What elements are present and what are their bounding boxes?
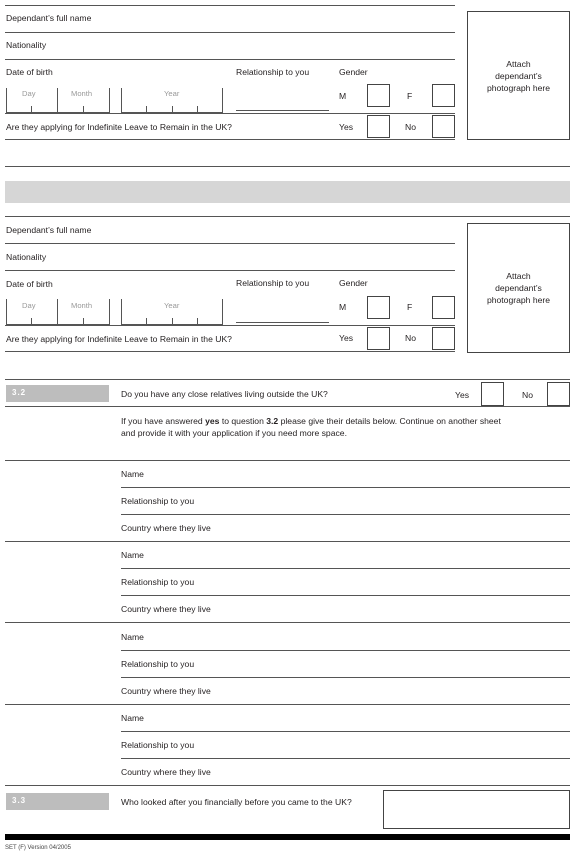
relative-name-line[interactable] <box>121 568 570 569</box>
day-placeholder: Day <box>22 89 36 98</box>
question-text: Who looked after you financially before you came to the UK? <box>121 797 352 807</box>
ilr-no-label: No <box>405 333 416 343</box>
month-placeholder: Month <box>71 89 93 98</box>
ilr-no-label: No <box>405 122 416 132</box>
relative-relationship-label: Relationship to you <box>121 740 195 750</box>
question-number: 3.3 <box>6 793 109 810</box>
relative-country-label: Country where they live <box>121 686 211 696</box>
relative-country-label: Country where they live <box>121 767 211 777</box>
gender-label: Gender <box>339 278 368 288</box>
date-of-birth-label: Date of birth <box>6 67 53 77</box>
relative-name-label: Name <box>121 550 144 560</box>
gender-female-label: F <box>407 302 413 312</box>
relative-relationship-label: Relationship to you <box>121 659 195 669</box>
day-placeholder: Day <box>22 301 36 310</box>
divider <box>5 113 455 114</box>
relative-relationship-label: Relationship to you <box>121 496 195 506</box>
year-placeholder: Year <box>164 89 180 98</box>
month-placeholder: Month <box>71 301 93 310</box>
divider <box>5 5 455 6</box>
gender-male-checkbox[interactable] <box>367 84 390 107</box>
yes-label: Yes <box>455 390 470 400</box>
answer-box[interactable] <box>383 790 570 829</box>
ilr-yes-checkbox[interactable] <box>367 327 390 350</box>
photo-placeholder[interactable] <box>467 11 570 140</box>
ilr-yes-label: Yes <box>339 122 354 132</box>
relative-country-label: Country where they live <box>121 523 211 533</box>
gender-male-checkbox[interactable] <box>367 296 390 319</box>
no-checkbox[interactable] <box>547 382 570 406</box>
question-number: 3.2 <box>6 385 109 402</box>
relative-name-line[interactable] <box>121 731 570 732</box>
divider <box>5 325 455 326</box>
relative-country-label: Country where they live <box>121 604 211 614</box>
footer-bar <box>5 834 570 840</box>
divider <box>5 406 570 407</box>
no-label: No <box>522 390 533 400</box>
photo-instruction: Attach dependant’s photograph here <box>486 271 551 305</box>
gender-male-label: M <box>339 91 347 101</box>
relative-relationship-line[interactable] <box>121 595 570 596</box>
form-version: SET (F) Version 04/2005 <box>5 845 71 851</box>
relative-country-line[interactable] <box>5 622 570 623</box>
relative-name-label: Name <box>121 469 144 479</box>
divider <box>5 460 570 461</box>
ilr-no-checkbox[interactable] <box>432 327 455 350</box>
relative-name-label: Name <box>121 713 144 723</box>
nationality-line[interactable] <box>5 270 455 271</box>
relationship-label: Relationship to you <box>236 278 310 288</box>
relative-country-line[interactable] <box>5 541 570 542</box>
nationality-line[interactable] <box>5 59 455 60</box>
dependant-full-name-label: Dependant’s full name <box>6 13 92 23</box>
ilr-question: Are they applying for Indefinite Leave to Remain in the UK? <box>6 334 232 344</box>
nationality-label: Nationality <box>6 252 47 262</box>
gender-female-label: F <box>407 91 413 101</box>
ilr-question: Are they applying for Indefinite Leave to Remain in the UK? <box>6 122 232 132</box>
relationship-line[interactable] <box>236 322 329 323</box>
relative-name-line[interactable] <box>121 650 570 651</box>
divider <box>5 166 570 167</box>
date-of-birth-label: Date of birth <box>6 279 53 289</box>
relative-name-label: Name <box>121 632 144 642</box>
nationality-label: Nationality <box>6 40 47 50</box>
section-separator-band <box>5 181 570 203</box>
relative-country-line[interactable] <box>5 785 570 786</box>
ilr-no-checkbox[interactable] <box>432 115 455 138</box>
relative-relationship-line[interactable] <box>121 758 570 759</box>
relative-relationship-line[interactable] <box>121 514 570 515</box>
photo-placeholder[interactable] <box>467 223 570 353</box>
full-name-line[interactable] <box>5 32 455 33</box>
relative-relationship-label: Relationship to you <box>121 577 195 587</box>
relative-name-line[interactable] <box>121 487 570 488</box>
relative-country-line[interactable] <box>5 704 570 705</box>
relationship-label: Relationship to you <box>236 67 310 77</box>
yes-checkbox[interactable] <box>481 382 504 406</box>
gender-male-label: M <box>339 302 347 312</box>
divider <box>5 351 455 352</box>
instruction-text: If you have answered yes to question 3.2 please give their details below. Continue on another sheet and provide it with your application if you need more space. <box>121 416 501 438</box>
gender-female-checkbox[interactable] <box>432 296 455 319</box>
ilr-yes-label: Yes <box>339 333 354 343</box>
question-text: Do you have any close relatives living outside the UK? <box>121 389 328 399</box>
dependant-full-name-label: Dependant’s full name <box>6 225 92 235</box>
gender-female-checkbox[interactable] <box>432 84 455 107</box>
full-name-line[interactable] <box>5 243 455 244</box>
divider <box>5 379 570 380</box>
divider <box>5 139 455 140</box>
photo-instruction: Attach dependant’s photograph here <box>486 58 551 93</box>
divider <box>5 216 570 217</box>
relationship-line[interactable] <box>236 110 329 111</box>
relative-relationship-line[interactable] <box>121 677 570 678</box>
gender-label: Gender <box>339 67 368 77</box>
year-placeholder: Year <box>164 301 180 310</box>
ilr-yes-checkbox[interactable] <box>367 115 390 138</box>
